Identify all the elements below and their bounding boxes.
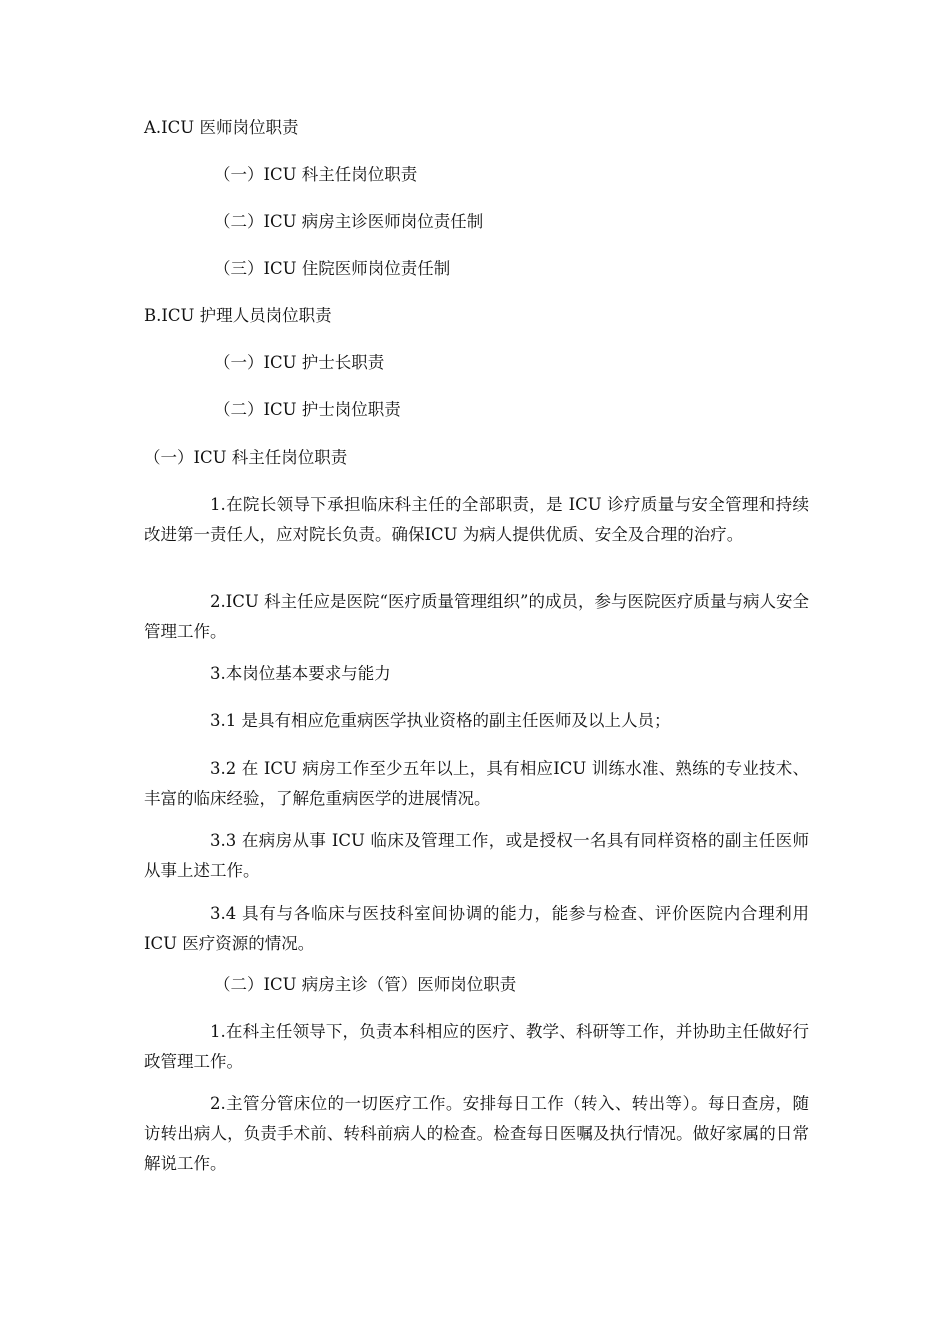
section1-paragraph-3: 3.本岗位基本要求与能力 xyxy=(210,664,391,683)
section2-paragraph-1: 1.在科主任领导下，负责本科相应的医疗、教学、科研等工作，并协助主任做好行政管理工作。 xyxy=(144,1022,809,1071)
section2-paragraph-2: 2.主管分管床位的一切医疗工作。安排每日工作（转入、转出等）。每日查房，随访转出病人，负责手术前、转科前病人的检查。检查每日医嘱及执行情况。做好家属的日常解说工作。 xyxy=(144,1094,809,1173)
section1-paragraph-3-2: 3.2 在 ICU 病房工作至少五年以上，具有相应ICU 训练水准、熟练的专业技术、丰富的临床经验，了解危重病医学的进展情况。 xyxy=(144,759,809,808)
section1-paragraph-3-3: 3.3 在病房从事 ICU 临床及管理工作，或是授权一名具有同样资格的副主任医师从事上述工作。 xyxy=(144,831,809,880)
section1-paragraph-3-1: 3.1 是具有相应危重病医学执业资格的副主任医师及以上人员； xyxy=(210,711,671,730)
toc-item-a3: （三）ICU 住院医师岗位责任制 xyxy=(214,259,451,278)
section1-paragraph-1: 1.在院长领导下承担临床科主任的全部职责，是 ICU 诊疗质量与安全管理和持续改进第一责任人，应对院长负责。确保ICU 为病人提供优质、安全及合理的治疗。 xyxy=(144,495,809,544)
section1-paragraph-3-4: 3.4 具有与各临床与医技科室间协调的能力，能参与检查、评价医院内合理利用 ICU 医疗资源的情况。 xyxy=(144,904,809,953)
toc-item-b2: （二）ICU 护士岗位职责 xyxy=(214,400,401,419)
toc-item-b1: （一）ICU 护士长职责 xyxy=(214,353,385,372)
toc-item-a2: （二）ICU 病房主诊医师岗位责任制 xyxy=(214,212,484,231)
toc-heading-a: A.ICU 医师岗位职责 xyxy=(144,118,299,137)
toc-item-a1: （一）ICU 科主任岗位职责 xyxy=(214,165,418,184)
section2-heading: （二）ICU 病房主诊（管）医师岗位职责 xyxy=(214,975,517,994)
section1-paragraph-2: 2.ICU 科主任应是医院“医疗质量管理组织”的成员，参与医院医疗质量与病人安全管理工作。 xyxy=(144,592,809,641)
toc-heading-b: B.ICU 护理人员岗位职责 xyxy=(144,306,332,325)
section1-heading: （一）ICU 科主任岗位职责 xyxy=(144,448,348,467)
